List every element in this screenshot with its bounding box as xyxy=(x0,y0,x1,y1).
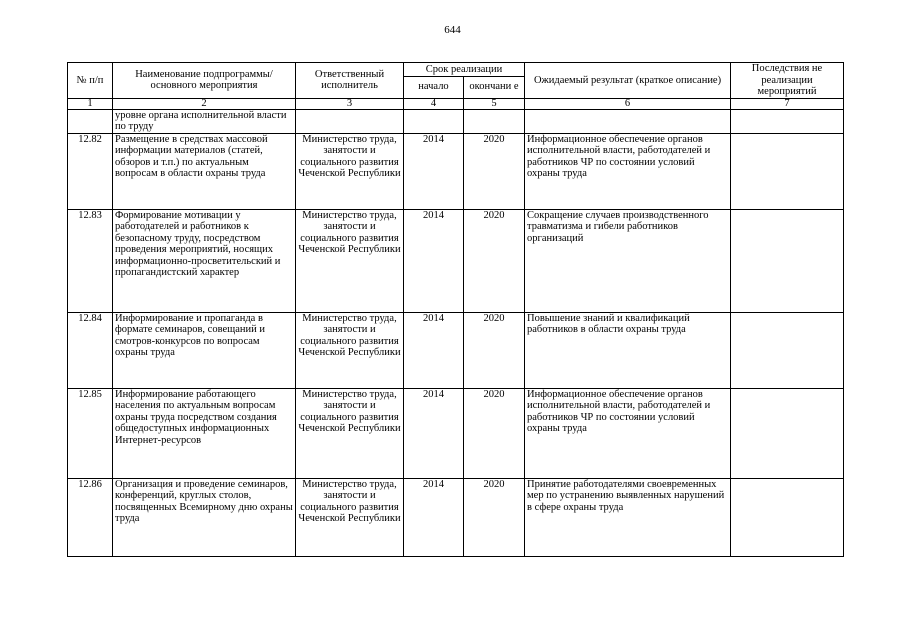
column-number: 3 xyxy=(296,98,404,109)
header-consequences: Последствия не реализации мероприятий xyxy=(731,63,844,99)
cell-name: Информирование и пропаганда в формате семинаров, совещаний и смотров-конкурсов по вопросам охраны труда xyxy=(113,312,296,388)
cell-responsible xyxy=(296,109,404,133)
cell-result: Информационное обеспечение органов исполнительной власти, работодателей и работников ЧР по состоянии условий охраны труда xyxy=(525,388,731,478)
cell-start: 2014 xyxy=(404,478,464,556)
cell-end: 2020 xyxy=(464,478,525,556)
table-row xyxy=(68,133,844,209)
table-row xyxy=(68,388,844,478)
column-number: 7 xyxy=(731,98,844,109)
table-row xyxy=(68,478,844,556)
table-row xyxy=(68,109,844,133)
cell-num: 12.85 xyxy=(68,388,113,478)
cell-num xyxy=(68,109,113,133)
cell-consequences xyxy=(731,312,844,388)
cell-name: Организация и проведение семинаров, конференций, круглых столов, посвященных Всемирному дню охраны труда xyxy=(113,478,296,556)
cell-consequences xyxy=(731,478,844,556)
cell-name: Информирование работающего населения по актуальным вопросам охраны труда посредством создания общедоступных информационных Интернет-ресурсов xyxy=(113,388,296,478)
cell-responsible: Министерство труда, занятости и социального развития Чеченской Республики xyxy=(296,209,404,312)
cell-end: 2020 xyxy=(464,388,525,478)
table-row xyxy=(68,312,844,388)
cell-result: Информационное обеспечение органов исполнительной власти, работодателей и работников ЧР по состоянии условий охраны труда xyxy=(525,133,731,209)
cell-result: Принятие работодателями своевременных мер по устранению выявленных нарушений в сфере охраны труда xyxy=(525,478,731,556)
column-number: 4 xyxy=(404,98,464,109)
measures-table xyxy=(67,62,844,557)
cell-consequences xyxy=(731,133,844,209)
header-name: Наименование подпрограммы/ основного мероприятия xyxy=(113,63,296,99)
column-number: 5 xyxy=(464,98,525,109)
cell-start: 2014 xyxy=(404,209,464,312)
cell-result xyxy=(525,109,731,133)
header-period: Срок реализации xyxy=(404,63,525,77)
page-number: 644 xyxy=(444,24,461,36)
header-num: № п/п xyxy=(68,63,113,99)
cell-responsible: Министерство труда, занятости и социального развития Чеченской Республики xyxy=(296,133,404,209)
cell-num: 12.83 xyxy=(68,209,113,312)
cell-num: 12.84 xyxy=(68,312,113,388)
cell-num: 12.82 xyxy=(68,133,113,209)
cell-num: 12.86 xyxy=(68,478,113,556)
cell-end: 2020 xyxy=(464,312,525,388)
cell-result: Повышение знаний и квалификаций работников в области охраны труда xyxy=(525,312,731,388)
cell-start: 2014 xyxy=(404,133,464,209)
cell-consequences xyxy=(731,388,844,478)
cell-end: 2020 xyxy=(464,209,525,312)
cell-end xyxy=(464,109,525,133)
column-number: 1 xyxy=(68,98,113,109)
cell-responsible: Министерство труда, занятости и социального развития Чеченской Республики xyxy=(296,388,404,478)
cell-result: Сокращение случаев производственного травматизма и гибели работников организаций xyxy=(525,209,731,312)
cell-name: Размещение в средствах массовой информации материалов (статей, обзоров и т.п.) по актуальным вопросам в области охраны труда xyxy=(113,133,296,209)
cell-name: Формирование мотивации у работодателей и работников к безопасному труду, посредством проведения мероприятий, носящих информационно-просветительский и пропагандистский характер xyxy=(113,209,296,312)
header-responsible: Ответственный исполнитель xyxy=(296,63,404,99)
cell-consequences xyxy=(731,109,844,133)
cell-responsible: Министерство труда, занятости и социального развития Чеченской Республики xyxy=(296,312,404,388)
cell-start xyxy=(404,109,464,133)
header-result: Ожидаемый результат (краткое описание) xyxy=(525,63,731,99)
cell-start: 2014 xyxy=(404,388,464,478)
table-row xyxy=(68,209,844,312)
header-end: окончани е xyxy=(464,76,525,98)
column-number: 6 xyxy=(525,98,731,109)
cell-start: 2014 xyxy=(404,312,464,388)
cell-name: уровне органа исполнительной власти по труду xyxy=(113,109,296,133)
cell-end: 2020 xyxy=(464,133,525,209)
cell-consequences xyxy=(731,209,844,312)
column-number: 2 xyxy=(113,98,296,109)
cell-responsible: Министерство труда, занятости и социального развития Чеченской Республики xyxy=(296,478,404,556)
header-start: начало xyxy=(404,76,464,98)
